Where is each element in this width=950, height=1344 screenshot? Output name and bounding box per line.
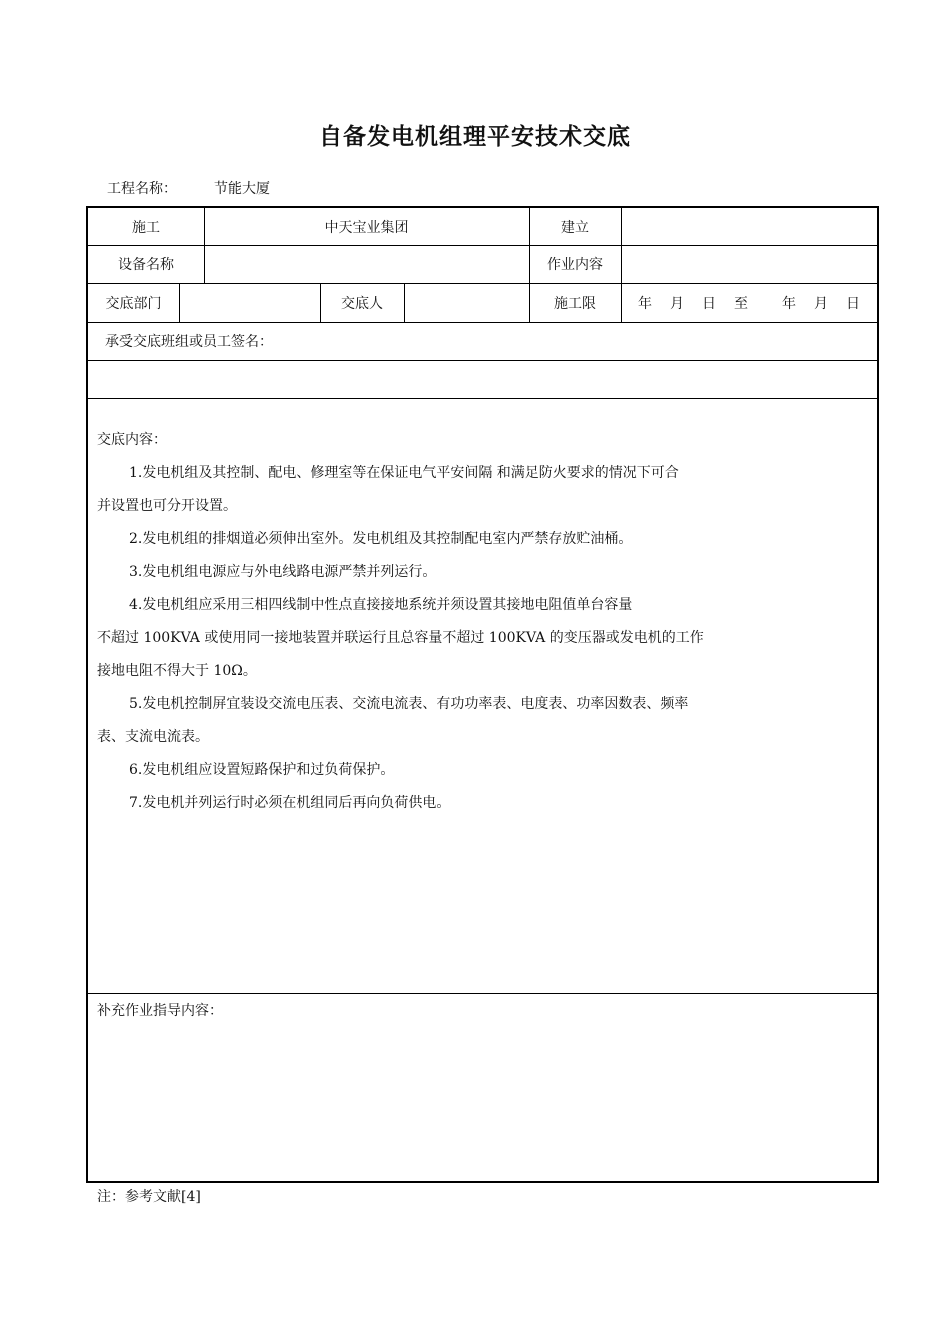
period-month: 月: [814, 295, 828, 312]
handover-person-label: 交底人: [341, 295, 383, 312]
row-divider: [88, 360, 877, 361]
document-title: 自备发电机组理平安技术交底: [319, 124, 631, 150]
project-name-value: 节能大厦: [214, 181, 270, 197]
period-day: 日: [702, 295, 716, 312]
period-year: 年: [638, 295, 652, 312]
construction-value: 中天宝业集团: [324, 219, 409, 236]
supplement-label: 补充作业指导内容：: [97, 1003, 223, 1019]
content-line: 3.发电机组电源应与外电线路电源严禁并列运行。: [129, 564, 437, 580]
content-label: 交底内容：: [97, 432, 167, 448]
content-line: 4.发电机组应采用三相四线制中性点直接接地系统并须设置其接地电阻值单台容量: [129, 597, 633, 613]
content-line: 接地电阻不得大于 10Ω。: [97, 663, 257, 679]
period-year: 年: [782, 295, 796, 312]
content-line: 1.发电机组及其控制、配电、修理室等在保证电气平安间隔 和满足防火要求的情况下可合: [129, 465, 679, 481]
project-name-row: [107, 178, 270, 198]
signature-label: 承受交底班组或员工签名：: [105, 334, 273, 350]
content-line: 6.发电机组应设置短路保护和过负荷保护。: [129, 762, 395, 778]
content-line: 2.发电机组的排烟道必须伸出室外。发电机组及其控制配电室内严禁存放贮油桶。: [129, 531, 633, 547]
content-line: 并设置也可分开设置。: [97, 498, 237, 514]
reference-note: 注：参考文献[4]: [97, 1189, 201, 1205]
period-month: 月: [670, 295, 684, 312]
period-day: 日: [846, 295, 860, 312]
content-line: 不超过 100KVA 或使用同一接地装置并联运行且总容量不超过 100KVA 的变压器或发电机的工作: [97, 630, 704, 646]
row-divider: [88, 993, 877, 994]
work-content-label: 作业内容: [547, 257, 603, 273]
handover-person-value: [404, 283, 529, 322]
project-name-label: 工程名称：: [107, 181, 177, 197]
content-line: 表、支流电流表。: [97, 729, 209, 745]
row-divider: [88, 398, 877, 399]
construction-period-value: [621, 283, 877, 322]
content-line: 7.发电机并列运行时必须在机组同后再向负荷供电。: [129, 795, 451, 811]
handover-dept-value: [179, 283, 320, 322]
equipment-name-value: [204, 245, 529, 283]
build-label: 建立: [561, 219, 589, 236]
build-value: [621, 208, 877, 245]
handover-dept-label: 交底部门: [105, 295, 162, 312]
construction-period-label: 施工限: [554, 295, 596, 312]
period-to: 至: [734, 295, 748, 312]
work-content-value: [621, 245, 877, 283]
equipment-name-label: 设备名称: [118, 257, 174, 273]
handover-form-table: [86, 206, 879, 1183]
construction-label: 施工: [132, 219, 160, 236]
content-line: 5.发电机控制屏宜装设交流电压表、交流电流表、有功功率表、电度表、功率因数表、频率: [129, 696, 689, 712]
